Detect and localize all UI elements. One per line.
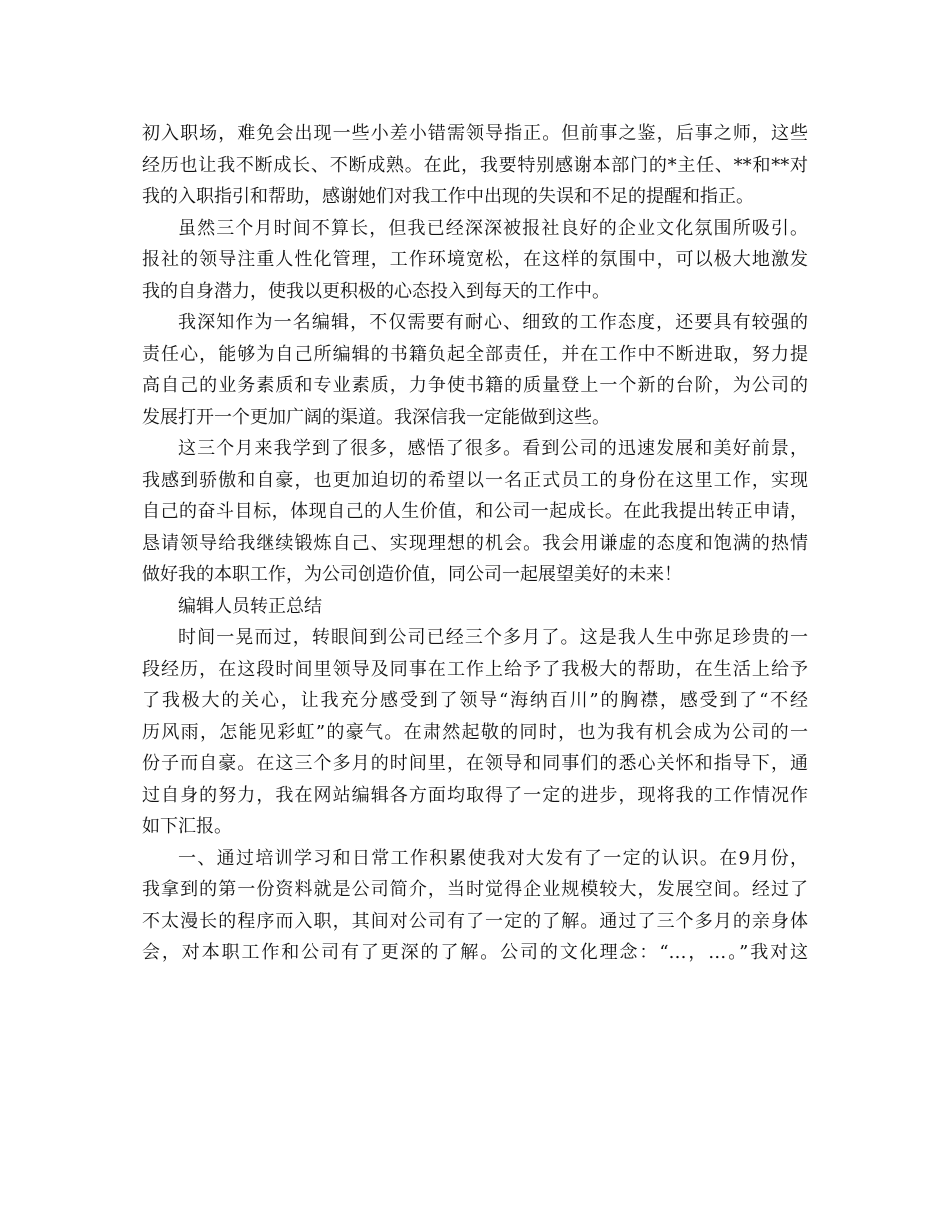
text-line: 历风雨，怎能见彩虹”的豪气。在肃然起敬的同时，也为我有机会成为公司的一 — [142, 721, 808, 743]
text-line: 段经历，在这段时间里领导及同事在工作上给予了我极大的帮助，在生活上给予 — [142, 658, 808, 680]
text-line: 了我极大的关心，让我充分感受到了领导“海纳百川”的胸襟，感受到了“不经 — [142, 690, 808, 711]
text-line: 发展打开一个更加广阔的渠道。我深信我一定能做到这些。 — [142, 406, 610, 428]
paragraph-first-line: 一、通过培训学习和日常工作积累使我对大发有了一定的认识。在9月份， — [178, 847, 808, 869]
text-line: 恳请领导给我继续锻炼自己、实现理想的机会。我会用谦虚的态度和饱满的热情 — [142, 532, 808, 554]
text-line: 不太漫长的程序而入职，其间对公司有了一定的了解。通过了三个多月的亲身体 — [142, 910, 808, 932]
text-line: 我拿到的第一份资料就是公司简介，当时觉得企业规模较大，发展空间。经过了 — [142, 879, 808, 900]
text-line: 我的自身潜力，使我以更积极的心态投入到每天的工作中。 — [142, 280, 610, 302]
text-line: 自己的奋斗目标，体现自己的人生价值，和公司一起成长。在此我提出转正申请， — [142, 501, 808, 522]
text-line: 我感到骄傲和自豪，也更加迫切的希望以一名正式员工的身份在这里工作，实现 — [142, 469, 808, 491]
text-line: 会，对本职工作和公司有了更深的了解。公司的文化理念：“…，…。”我对这 — [142, 942, 808, 963]
text-line: 责任心，能够为自己所编辑的书籍负起全部责任，并在工作中不断进取，努力提 — [142, 343, 808, 365]
text-line: 高自己的业务素质和专业素质，力争使书籍的质量登上一个新的台阶，为公司的 — [142, 375, 808, 396]
paragraph-first-line: 时间一晃而过，转眼间到公司已经三个多月了。这是我人生中弥足珍贵的一 — [178, 627, 808, 648]
text-line: 如下汇报。 — [142, 816, 232, 837]
text-line: 做好我的本职工作，为公司创造价值，同公司一起展望美好的未来！ — [142, 564, 682, 585]
text-line: 报社的领导注重人性化管理，工作环境宽松，在这样的氛围中，可以极大地激发 — [142, 249, 808, 270]
document-body — [142, 118, 808, 969]
text-line: 过自身的努力，我在网站编辑各方面均取得了一定的进步，现将我的工作情况作 — [142, 784, 808, 806]
text-line: 经历也让我不断成长、不断成熟。在此，我要特别感谢本部门的*主任、**和**对 — [142, 154, 808, 176]
text-line: 我的入职指引和帮助，感谢她们对我工作中出现的失误和不足的提醒和指正。 — [142, 186, 754, 207]
text-line: 份子而自豪。在这三个多月的时间里，在领导和同事们的悉心关怀和指导下，通 — [142, 753, 808, 774]
paragraph-first-line: 我深知作为一名编辑，不仅需要有耐心、细致的工作态度，还要具有较强的 — [178, 312, 808, 333]
text-line: 初入职场，难免会出现一些小差小错需领导指正。但前事之鉴，后事之师，这些 — [142, 123, 808, 144]
paragraph-first-line: 虽然三个月时间不算长，但我已经深深被报社良好的企业文化氛围所吸引。 — [178, 217, 808, 239]
paragraph-first-line: 这三个月来我学到了很多，感悟了很多。看到公司的迅速发展和美好前景， — [178, 438, 808, 459]
section-heading: 编辑人员转正总结 — [178, 595, 322, 617]
